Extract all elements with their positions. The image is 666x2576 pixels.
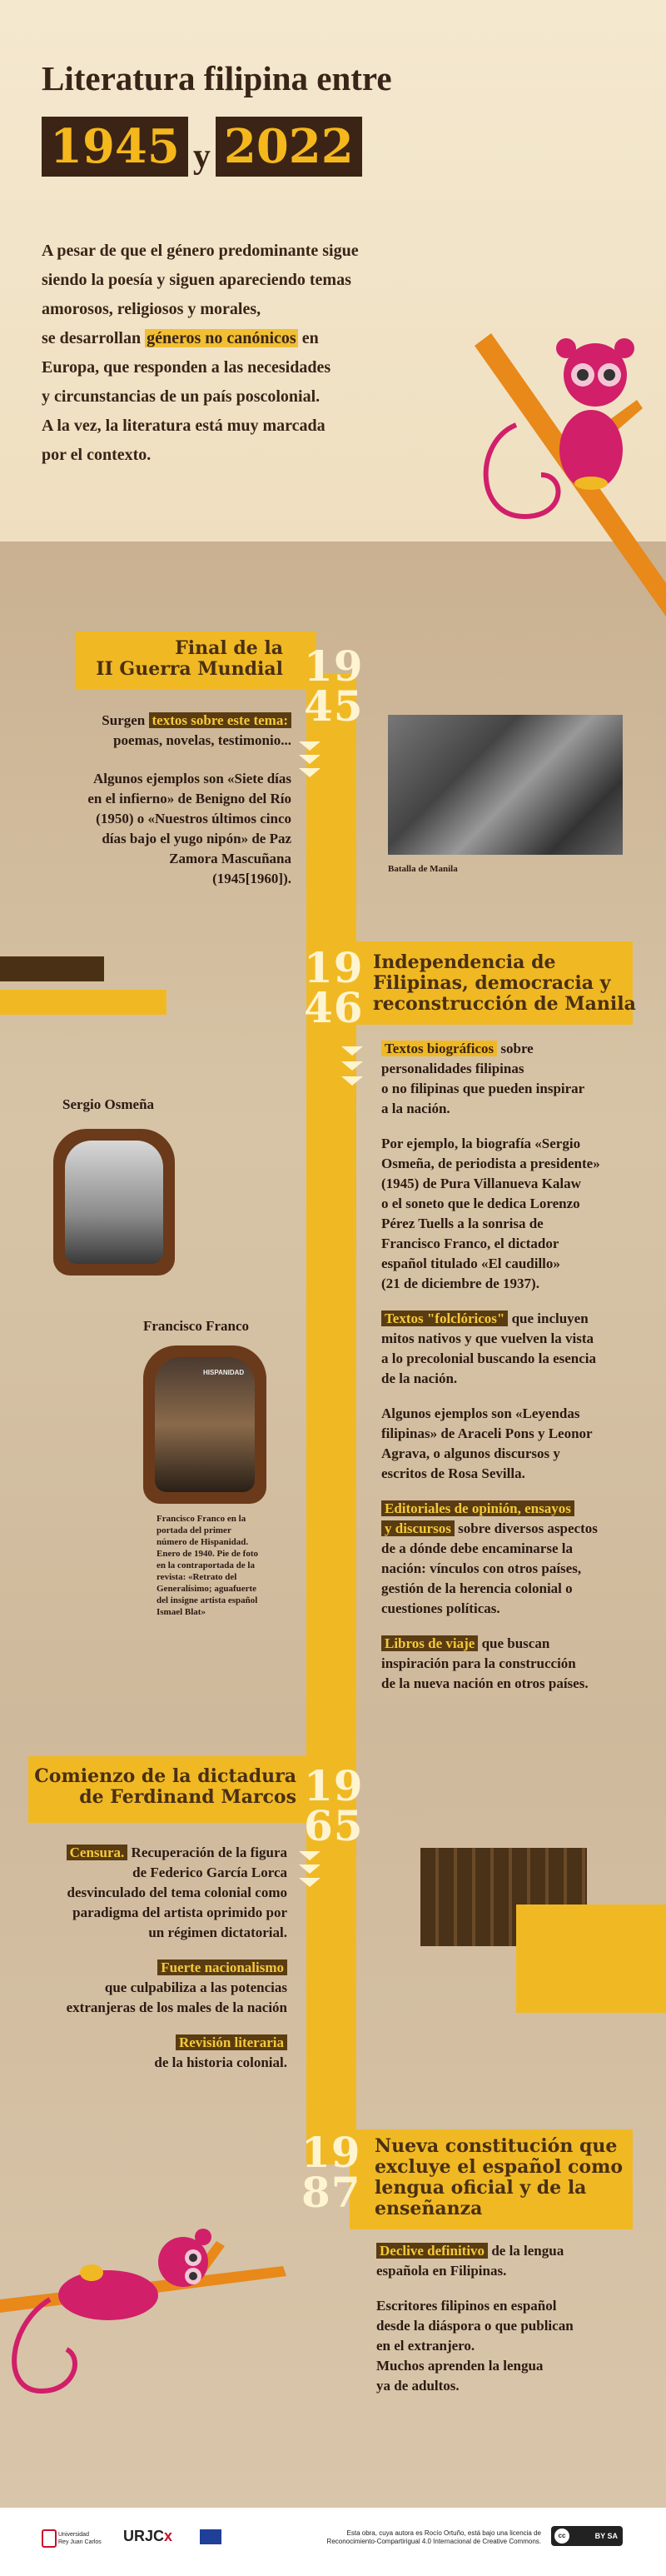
intro-line: siendo la poesía y siguen apareciendo temas xyxy=(42,271,351,289)
text-line: Pérez Tuells a la sonrisa de xyxy=(381,1216,544,1231)
text-line: extranjeras de los males de la nación xyxy=(66,1999,287,2015)
text-line: español titulado «El caudillo» xyxy=(381,1256,560,1271)
text: de la lengua xyxy=(488,2243,564,2259)
osmena-portrait-frame xyxy=(53,1129,175,1276)
text-line: o el soneto que le dedica Lorenzo xyxy=(381,1196,580,1211)
text-line: (21 de diciembre de 1937). xyxy=(381,1276,539,1291)
heading-line: enseñanza xyxy=(375,2198,483,2219)
text: sobre xyxy=(497,1041,534,1056)
text-line: mitos nativos y que vuelven la vista xyxy=(381,1330,594,1346)
heading-line: II Guerra Mundial xyxy=(96,658,283,680)
year-top: 19 xyxy=(304,1761,364,1810)
text-line: Francisco Franco, el dictador xyxy=(381,1236,559,1251)
chevron-down-icon xyxy=(299,768,321,777)
intro-line: por el contexto. xyxy=(42,446,152,464)
eu-flag-icon xyxy=(200,2529,221,2544)
franco-portrait xyxy=(155,1357,255,1492)
tag-definitive-decline: Declive definitivo xyxy=(376,2243,488,2259)
photo-caption: Batalla de Manila xyxy=(388,864,458,874)
license-text xyxy=(241,2529,541,2546)
era-1946-text xyxy=(381,1039,648,1694)
text-line: paradigma del artista oprimido por xyxy=(72,1905,287,1920)
intro-text: en xyxy=(297,329,319,347)
text-line: nación: vínculos con otros países, xyxy=(381,1560,582,1576)
cc-badge-text: BY SA xyxy=(594,2532,618,2540)
text-line: que culpabiliza a las potencias xyxy=(104,1979,287,1995)
tag-nationalism: Fuerte nacionalismo xyxy=(157,1959,287,1975)
year-bottom: 46 xyxy=(304,983,364,1032)
tag-biographical-texts: Textos biográficos xyxy=(381,1041,497,1056)
text-line: días bajo el yugo nipón» de Paz xyxy=(102,831,291,846)
tarsier-body xyxy=(58,2270,158,2320)
urjc-label-line: Rey Juan Carlos xyxy=(58,2539,102,2545)
year-bottom: 87 xyxy=(301,2168,361,2217)
text-line: Agrava, o algunos discursos y xyxy=(381,1445,560,1461)
chevron-down-icon xyxy=(299,1878,321,1887)
chevron-down-icon xyxy=(299,755,321,764)
year-top: 19 xyxy=(304,943,364,992)
tag-censorship: Censura. xyxy=(67,1845,128,1860)
intro-line: y circunstancias de un país poscolonial. xyxy=(42,387,321,406)
text-line xyxy=(376,2241,643,2261)
text-line: Algunos ejemplos son «Leyendas xyxy=(381,1405,580,1421)
intro-line: A pesar de que el género predominante sigue xyxy=(42,242,359,260)
osmena-label: Sergio Osmeña xyxy=(62,1096,155,1112)
highlight-non-canonical: géneros no canónicos xyxy=(147,329,296,347)
decor-band-yellow xyxy=(0,990,166,1015)
text-line: (1945[1960]). xyxy=(212,871,291,886)
text-line: o no filipinas que pueden inspirar xyxy=(381,1081,585,1096)
text: sobre diversos aspectos xyxy=(454,1520,598,1536)
caption-line: Ismael Blat» xyxy=(157,1607,206,1617)
text-line xyxy=(381,1519,648,1539)
page-title: Literatura filipina entre xyxy=(42,59,392,97)
urjcx-logo xyxy=(123,2528,172,2545)
caption-line: revista: «Retrato del xyxy=(157,1572,237,1582)
intro-paragraph xyxy=(42,237,475,470)
tarsier-tail xyxy=(14,2299,75,2391)
tag-travel-books: Libros de viaje xyxy=(381,1635,478,1651)
text-line: de la nación. xyxy=(381,1370,458,1386)
chevron-down-icon xyxy=(341,1061,363,1071)
era-1946-year xyxy=(304,943,364,1032)
heading-line: lengua oficial y de la xyxy=(375,2177,587,2199)
battle-of-manila-photo xyxy=(388,715,623,855)
caption-line: Francisco Franco en la xyxy=(157,1514,246,1524)
urjc-label-line: Universidad xyxy=(58,2532,89,2538)
chevron-down-icon xyxy=(299,1851,321,1860)
text-line: a lo precolonial buscando la esencia xyxy=(381,1350,597,1366)
caption-line: portada del primer xyxy=(157,1525,231,1535)
heading-line: excluye el español como xyxy=(375,2156,624,2178)
heading-line: reconstrucción de Manila xyxy=(373,993,636,1015)
era-1946-heading xyxy=(373,952,639,1015)
text-line: en el infierno» de Benigno del Río xyxy=(87,791,291,806)
magazine-title: HISPANIDAD xyxy=(203,1369,245,1376)
era-1965-heading xyxy=(30,1766,296,1808)
text-line: de la historia colonial. xyxy=(154,2054,287,2070)
text-line: inspiración para la construcción xyxy=(381,1655,576,1671)
year-bottom: 65 xyxy=(304,1801,364,1850)
text: Surgen xyxy=(102,712,149,728)
era-1965-text xyxy=(33,1843,287,2073)
year-end-badge: 2022 xyxy=(216,117,362,177)
era-1945-text xyxy=(42,711,291,889)
text-line: Muchos aprenden la lengua xyxy=(376,2358,544,2374)
text-line: de la nueva nación en otros países. xyxy=(381,1675,589,1691)
heading-line: Filipinas, democracia y xyxy=(373,972,611,994)
text-line xyxy=(381,1309,648,1329)
chevron-down-icon xyxy=(341,1076,363,1086)
text-line xyxy=(33,1958,287,1978)
year-bottom: 45 xyxy=(304,681,364,731)
era-1987-heading xyxy=(375,2136,633,2219)
tag-texts-on-topic: textos sobre este tema: xyxy=(149,712,291,728)
text-line: filipinas» de Araceli Pons y Leonor xyxy=(381,1425,593,1441)
license-line: Esta obra, cuya autora es Rocío Ortuño, está bajo una licencia de xyxy=(346,2529,541,2537)
tag-editorials: Editoriales de opinión, ensayos xyxy=(381,1500,574,1516)
timeline-spine xyxy=(306,673,356,2164)
intro-text: se desarrollan xyxy=(42,329,146,347)
caption-line: Generalísimo; aguafuerte xyxy=(157,1584,257,1594)
text-line xyxy=(33,2033,287,2053)
text-line: (1945) de Pura Villanueva Kalaw xyxy=(381,1176,581,1191)
text-line: un régimen dictatorial. xyxy=(148,1925,287,1940)
intro-line: A la vez, la literatura está muy marcada xyxy=(42,417,326,435)
text-line xyxy=(381,1039,648,1059)
caption-line: en la contraportada de la xyxy=(157,1560,255,1570)
heading-line: de Ferdinand Marcos xyxy=(79,1786,296,1808)
text-line: Zamora Mascuñana xyxy=(169,851,291,866)
decor-band-yellow xyxy=(516,1905,666,2013)
chevron-down-icon xyxy=(299,1865,321,1874)
heading-line: Independencia de xyxy=(373,951,556,973)
text-line: Escritores filipinos en español xyxy=(376,2298,557,2314)
year-connector: y xyxy=(192,137,211,176)
text-line: Algunos ejemplos son «Siete días xyxy=(92,771,291,786)
year-start-badge: 1945 xyxy=(42,117,188,177)
caption-line: del insigne artista español xyxy=(157,1595,258,1605)
decor-band-dark xyxy=(0,956,104,981)
text-line: cuestiones políticas. xyxy=(381,1600,500,1616)
text-line xyxy=(381,1499,648,1519)
franco-label: Francisco Franco xyxy=(143,1318,249,1334)
tarsier-bottom-illustration xyxy=(0,2216,300,2433)
text-line: española en Filipinas. xyxy=(376,2263,507,2279)
text: que buscan xyxy=(478,1635,550,1651)
text-line: de Federico García Lorca xyxy=(132,1865,287,1880)
tag-literary-revision: Revisión literaria xyxy=(176,2034,287,2050)
cc-license-badge[interactable] xyxy=(551,2526,623,2546)
text-line: desvinculado del tema colonial como xyxy=(67,1885,287,1900)
text-line xyxy=(381,1634,648,1654)
urjc-logo-icon xyxy=(42,2529,57,2548)
era-1987-text xyxy=(376,2241,643,2396)
text-line: en el extranjero. xyxy=(376,2338,475,2354)
text-line: poemas, novelas, testimonio... xyxy=(113,732,291,748)
era-1987-year xyxy=(301,2128,361,2217)
text-line: escritos de Rosa Sevilla. xyxy=(381,1465,525,1481)
year-top: 19 xyxy=(304,642,364,691)
text-line xyxy=(42,711,291,731)
text-line: (1950) o «Nuestros últimos cinco xyxy=(96,811,291,826)
osmena-portrait xyxy=(65,1141,163,1264)
urjc-label xyxy=(58,2531,102,2546)
caption-line: número de Hispanidad. xyxy=(157,1537,249,1547)
era-1945-year xyxy=(304,642,364,731)
tarsier-branch-illustration xyxy=(466,308,666,625)
era-1945-heading xyxy=(79,638,283,680)
tag-speeches: y discursos xyxy=(381,1520,455,1536)
franco-portrait-frame xyxy=(143,1345,266,1504)
text-line: personalidades filipinas xyxy=(381,1061,524,1076)
intro-line: amorosos, religiosos y morales, xyxy=(42,300,261,318)
year-top: 19 xyxy=(301,2128,361,2177)
heading-line: Nueva constitución que xyxy=(375,2135,618,2157)
franco-caption xyxy=(157,1513,290,1618)
text: Recuperación de la figura xyxy=(127,1845,287,1860)
caption-line: Enero de 1940. Pie de foto xyxy=(157,1549,259,1559)
text-line: Osmeña, de periodista a presidente» xyxy=(381,1156,600,1171)
intro-line: Europa, que responden a las necesidades xyxy=(42,358,331,377)
intro-line xyxy=(42,324,475,353)
text-line: ya de adultos. xyxy=(376,2378,460,2394)
heading-line: Comienzo de la dictadura xyxy=(34,1765,296,1787)
text-line: desde la diáspora o que publican xyxy=(376,2318,574,2334)
urjcx-x: x xyxy=(164,2528,173,2544)
chevron-down-icon xyxy=(299,741,321,751)
year-range xyxy=(42,117,362,177)
text-line xyxy=(33,1843,287,1863)
era-1965-year xyxy=(304,1761,364,1850)
cc-icon: cc xyxy=(554,2529,569,2544)
text-line: gestión de la herencia colonial o xyxy=(381,1580,573,1596)
urjcx-text: URJC xyxy=(123,2528,165,2544)
heading-line: Final de la xyxy=(175,637,283,659)
license-line: Reconocimiento-Compartirigual 4.0 Internacional de Creative Commons. xyxy=(326,2538,541,2545)
chevron-down-icon xyxy=(341,1046,363,1056)
text-line: a la nación. xyxy=(381,1101,450,1116)
text-line: Por ejemplo, la biografía «Sergio xyxy=(381,1136,581,1151)
text-line: de a dónde debe encaminarse la xyxy=(381,1540,573,1556)
tag-folkloric-texts: Textos "folclóricos" xyxy=(381,1310,508,1326)
text: que incluyen xyxy=(508,1310,589,1326)
